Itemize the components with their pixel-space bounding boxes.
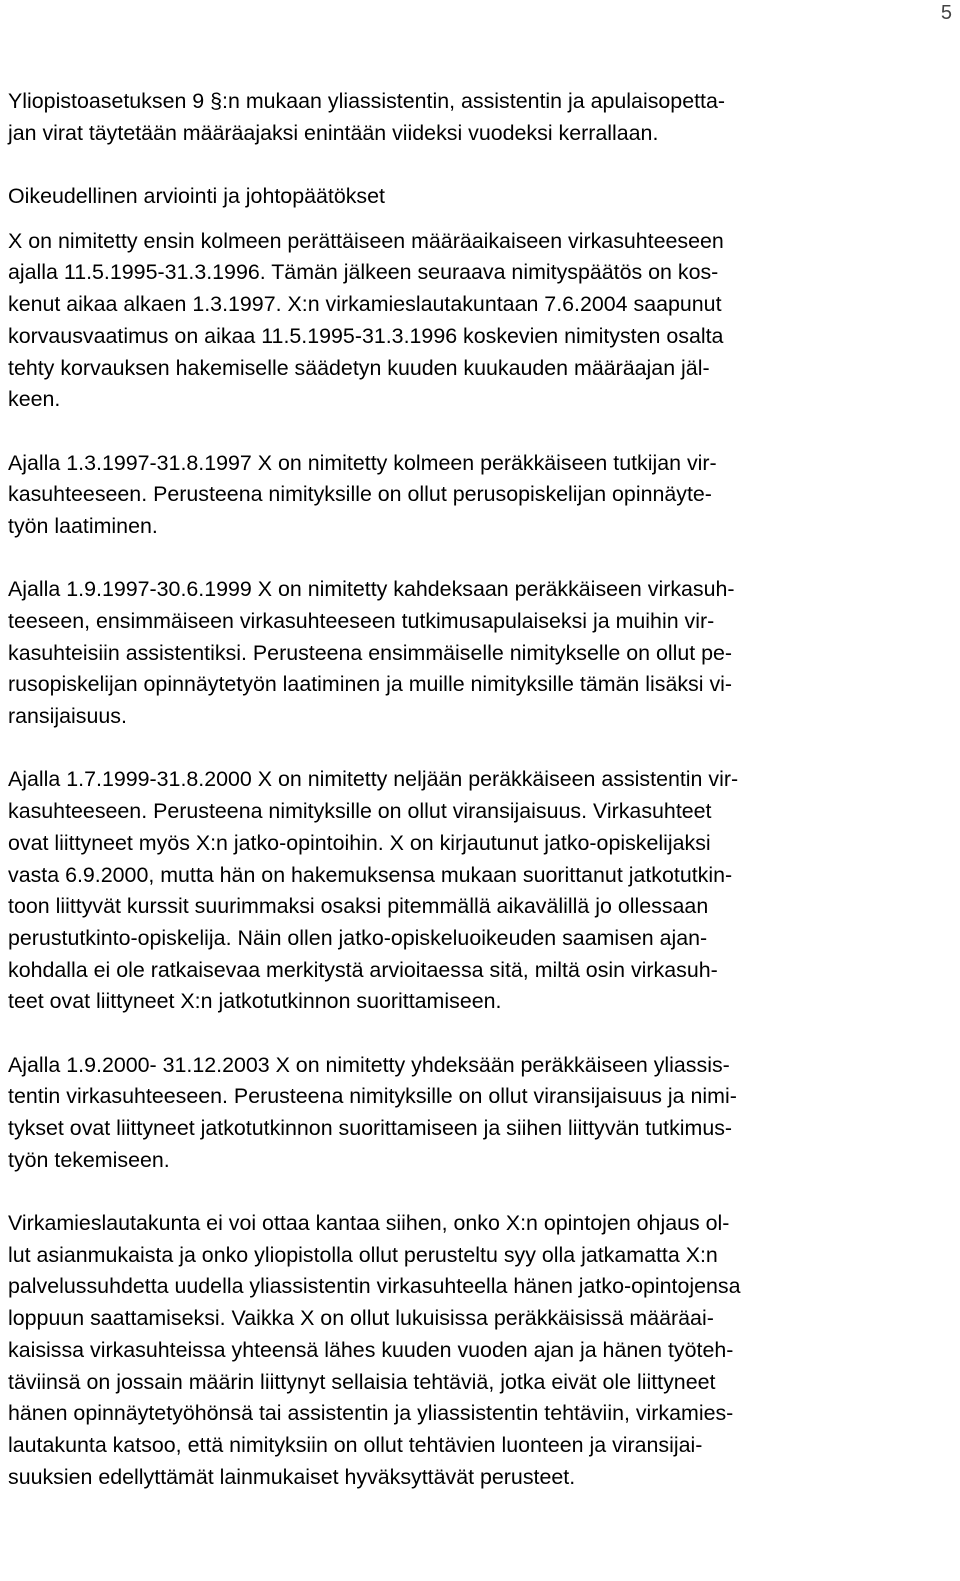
text-line: kasuhteeseen. Perusteena nimityksille on ollut viransijaisuus. Virkasuhteet <box>8 799 712 824</box>
text-line: rusopiskelijan opinnäytetyön laatiminen ja muille nimityksille tämän lisäksi vi- <box>8 672 733 697</box>
text-line: kaisissa virkasuhteissa yhteensä lähes kuuden vuoden ajan ja hänen työteh- <box>8 1337 734 1362</box>
text-line: ovat liittyneet myös X:n jatko-opintoihin. X on kirjautunut jatko-opiskelijaksi <box>8 830 711 855</box>
text-line: teeseen, ensimmäiseen virkasuhteeseen tutkimusapulaiseksi ja muihin vir- <box>8 609 715 633</box>
text-line: Virkamieslautakunta ei voi ottaa kantaa siihen, onko X:n opintojen ohjaus ol- <box>8 1211 730 1236</box>
document-body <box>8 86 956 1525</box>
page-number: 5 <box>940 2 952 24</box>
text-line: työn tekemiseen. <box>8 1147 170 1172</box>
paragraph-researcher-period <box>8 448 956 543</box>
text-line: X on nimitetty ensin kolmeen perättäiseen määräaikaiseen virkasuhteeseen <box>8 228 724 253</box>
text-line: perustutkinto-opiskelija. Näin ollen jatko-opiskeluoikeuden saamisen ajan- <box>8 925 708 950</box>
text-line: kenut aikaa alkaen 1.3.1997. X:n virkamieslautakuntaan 7.6.2004 saapunut <box>8 292 722 317</box>
paragraph-assistant-substitute-period <box>8 764 956 1018</box>
text-line: lautakunta katsoo, että nimityksiin on ollut tehtävien luonteen ja viransijai- <box>8 1432 703 1457</box>
section-heading-text: Oikeudellinen arviointi ja johtopäätökset <box>8 184 385 209</box>
text-line: lut asianmukaista ja onko yliopistolla ollut perusteltu syy olla jatkamatta X:n <box>8 1242 718 1267</box>
text-line: Yliopistoasetuksen 9 §:n mukaan yliassistentin, assistentin ja apulaisopetta- <box>8 89 725 113</box>
text-line: loppuun saattamiseksi. Vaikka X on ollut lukuisissa peräkkäisissä määräai- <box>8 1306 714 1331</box>
text-line: kasuhteisiin assistentiksi. Perusteena ensimmäiselle nimitykselle on ollut pe- <box>8 640 733 665</box>
paragraph-assistant-period <box>8 574 956 732</box>
paragraph-senior-assistant-period <box>8 1050 956 1177</box>
text-line: hänen opinnäytetyöhönsä tai assistentin ja yliassistentin tehtäviin, virkamies- <box>8 1401 734 1426</box>
text-line: suuksien edellyttämät lainmukaiset hyväksyttävät perusteet. <box>8 1464 576 1489</box>
text-line: korvausvaatimus on aikaa 11.5.1995-31.3.1996 koskevien nimitysten osalta <box>8 323 724 348</box>
text-line: Ajalla 1.9.1997-30.6.1999 X on nimitetty kahdeksaan peräkkäiseen virkasuh- <box>8 577 735 602</box>
text-line: Ajalla 1.7.1999-31.8.2000 X on nimitetty neljään peräkkäiseen assistentin vir- <box>8 767 739 792</box>
paragraph-board-conclusion <box>8 1208 956 1493</box>
text-line: keen. <box>8 387 61 412</box>
text-line: tykset ovat liittyneet jatkotutkinnon suorittamiseen ja siihen liittyvän tutkimus- <box>8 1116 733 1140</box>
text-line: työn laatiminen. <box>8 513 158 538</box>
text-line: ransijaisuus. <box>8 704 127 729</box>
paragraph-first-appointments <box>8 226 956 416</box>
text-line: Ajalla 1.3.1997-31.8.1997 X on nimitetty kolmeen peräkkäiseen tutkijan vir- <box>8 450 717 475</box>
text-line: kasuhteeseen. Perusteena nimityksille on ollut perusopiskelijan opinnäyte- <box>8 482 712 507</box>
text-line: tentin virkasuhteeseen. Perusteena nimityksille on ollut viransijaisuus ja nimi- <box>8 1084 737 1109</box>
section-heading <box>8 181 956 213</box>
text-line: vasta 6.9.2000, mutta hän on hakemuksensa mukaan suorittanut jatkotutkin- <box>8 862 733 887</box>
text-line: ajalla 11.5.1995-31.3.1996. Tämän jälkeen seuraava nimityspäätös on kos- <box>8 260 719 285</box>
text-line: palvelussuhdetta uudella yliassistentin virkasuhteella hänen jatko-opintojensa <box>8 1274 741 1299</box>
text-line: kohdalla ei ole ratkaisevaa merkitystä arvioitaessa sitä, miltä osin virkasuh- <box>8 957 718 982</box>
text-line: Ajalla 1.9.2000- 31.12.2003 X on nimitetty yhdeksään peräkkäiseen yliassis- <box>8 1052 730 1077</box>
text-line: täviinsä on jossain määrin liittynyt sellaisia tehtäviä, jotka eivät ole liittyneet <box>8 1369 716 1394</box>
text-line: tehty korvauksen hakemiselle säädetyn kuuden kuukauden määräajan jäl- <box>8 355 710 380</box>
paragraph-appointment-rule <box>8 86 956 149</box>
text-line: toon liittyvät kurssit suurimmaksi osaksi pitemmällä aikavälillä jo ollessaan <box>8 894 709 919</box>
text-line: jan virat täytetään määräajaksi enintään viideksi vuodeksi kerrallaan. <box>8 120 659 145</box>
text-line: teet ovat liittyneet X:n jatkotutkinnon suorittamiseen. <box>8 989 502 1014</box>
